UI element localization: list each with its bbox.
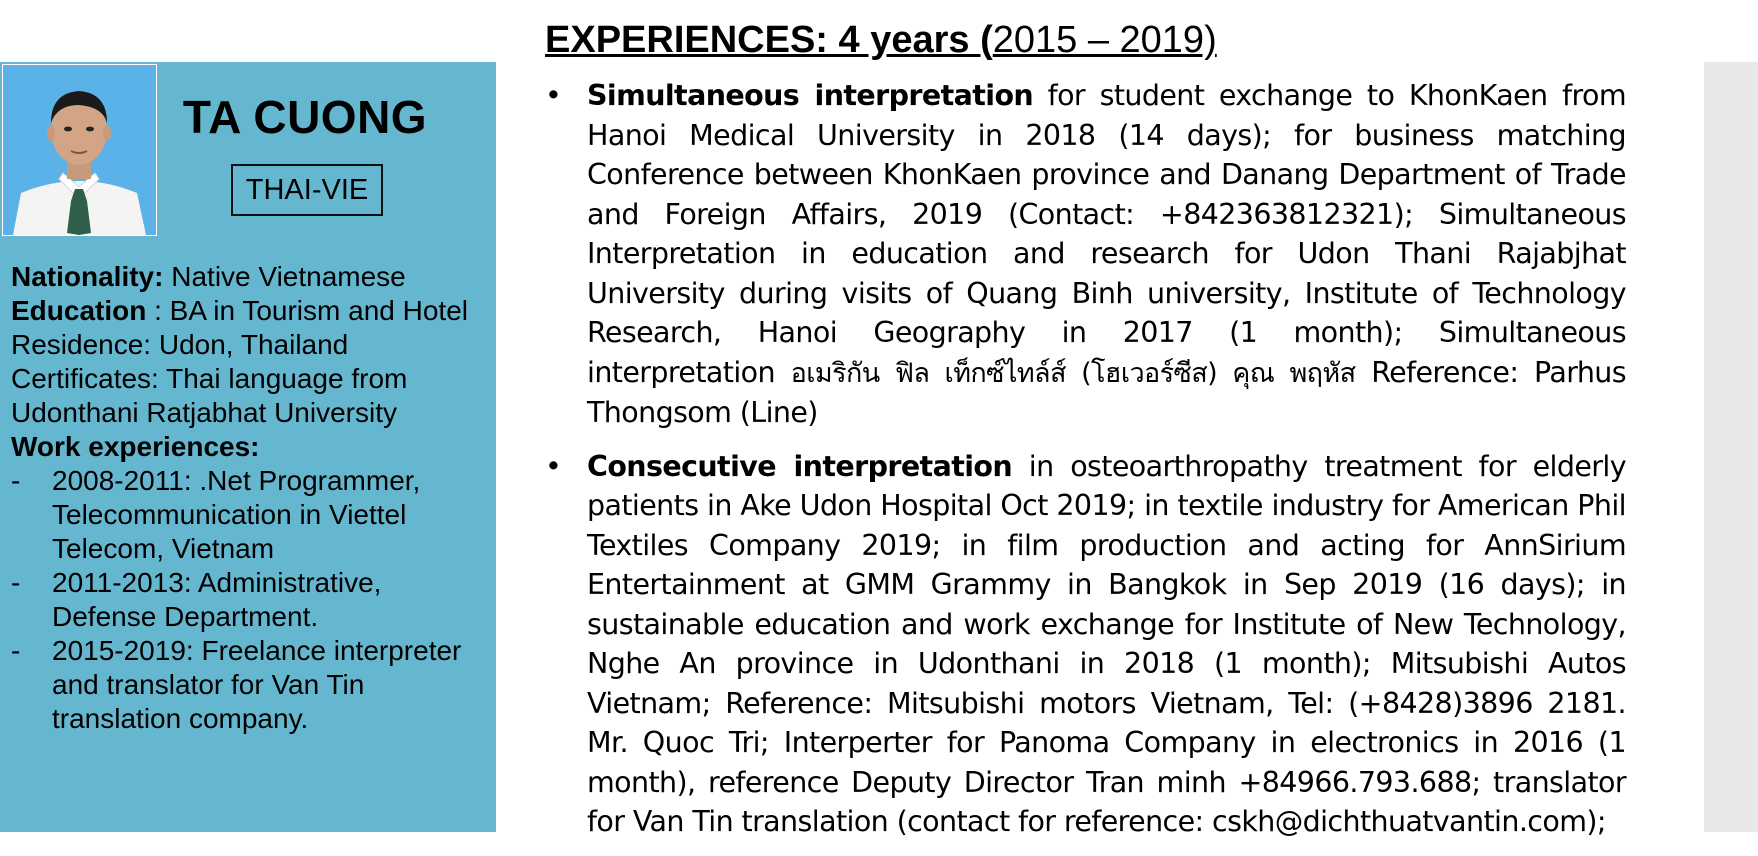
person-name: TA CUONG	[182, 91, 428, 143]
dash-marker: -	[11, 567, 21, 598]
profile-photo	[2, 64, 157, 236]
work-item-text: 2008-2011: .Net Programmer, Telecommunication in Viettel Telecom, Vietnam	[52, 465, 421, 564]
work-item-text: 2015-2019: Freelance interpreter and translator for Van Tin translation company.	[52, 635, 462, 734]
residence-line: Residence: Udon, Thailand	[11, 329, 349, 360]
nationality-value: Native Vietnamese	[163, 261, 406, 292]
profile-sidebar	[0, 62, 496, 832]
education-line	[11, 294, 491, 328]
certificates-line: Certificates: Thai language from Udonthani Ratjabhat University	[11, 363, 408, 428]
bullet-marker: •	[545, 79, 562, 112]
work-experiences-heading: Work experiences:	[11, 431, 260, 462]
experiences-list	[545, 76, 1626, 856]
nationality-label: Nationality:	[11, 261, 164, 292]
nationality-line	[11, 260, 491, 294]
work-item-text: 2011-2013: Administrative, Defense Department.	[52, 567, 382, 632]
experiences-heading-years: 2015 – 2019)	[992, 19, 1217, 61]
experience-reference: Reference: Parhus Thongsom (Line)	[587, 355, 1626, 429]
right-margin-strip	[1704, 62, 1758, 832]
experience-body: for student exchange to KhonKaen from Hanoi Medical University in 2018 (14 days); for business matching Conference between KhonKaen province and Danang Department of Trade and Foreign Affairs, 2019 (Contact: +842363812321); Simultaneous Interpretation in education and research for Udon Thani Rajabjhat University during visits of Quang Binh university, Institute of Technology Research, Hanoi Geography in 2017 (1 month); Simultaneous interpretation	[587, 79, 1626, 389]
list-item	[545, 447, 1626, 842]
dash-marker: -	[11, 635, 21, 666]
education-value: : BA in Tourism and Hotel	[146, 295, 468, 326]
list-item	[11, 634, 491, 736]
list-item	[11, 566, 491, 634]
profile-details	[11, 260, 491, 736]
work-experiences-list	[11, 464, 491, 736]
experience-title: Simultaneous interpretation	[587, 79, 1034, 112]
dash-marker: -	[11, 465, 21, 496]
list-item	[11, 464, 491, 566]
experiences-heading-bold: EXPERIENCES: 4 years (	[545, 19, 993, 61]
bullet-marker: •	[545, 449, 562, 483]
experience-body: in osteoarthropathy treatment for elderly patients in Ake Udon Hospital Oct 2019; in textile industry for American Phil Textiles Company 2019; in film production and acting for AnnSirium Entertainment at GMM Grammy in Bangkok in Sep 2019 (16 days); in sustainable education and work exchange for Institute of New Technology, Nghe An province in Udonthani in 2018 (1 month); Mitsubishi Autos Vietnam; Reference: Mitsubishi motors Vietnam, Tel: (+8428)3896 2181. Mr. Quoc Tri; Interperter for Panoma Company in electronics in 2016 (1 month), reference Deputy Director Tran minh +84966.793.688; translator for Van Tin translation (contact for reference: cskh@dichthuatvantin.com);	[587, 449, 1627, 838]
education-label: Education	[11, 295, 147, 326]
language-pair: THAI-VIE	[245, 173, 369, 206]
list-item	[545, 76, 1626, 433]
language-pair-box	[231, 164, 383, 216]
experience-title: Consecutive interpretation	[587, 449, 1013, 483]
experience-thai-text: อเมริกัน ฟิล เท็กซ์ไทล์ส์ (โฮเวอร์ซีส) คุณ พฤหัส	[790, 357, 1356, 389]
experiences-heading	[545, 14, 1217, 66]
